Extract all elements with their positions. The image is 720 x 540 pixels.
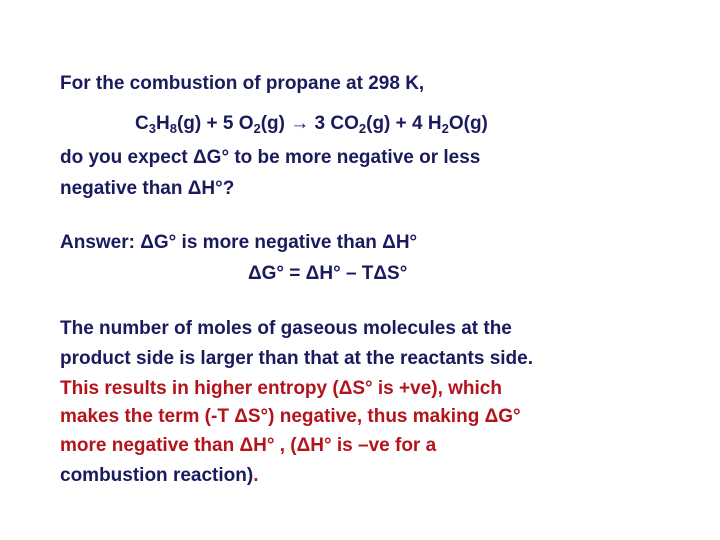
question-line-4: negative than ΔH°? xyxy=(60,178,235,199)
eq-end: O(g) xyxy=(448,113,488,134)
eq-c-subscript: 3 xyxy=(148,121,156,136)
eq-h2o-subscript: 2 xyxy=(441,121,449,136)
explanation-line-1: The number of moles of gaseous molecules at the xyxy=(60,318,512,339)
explanation-final-period: . xyxy=(253,465,259,486)
eq-co2-subscript: 2 xyxy=(358,121,367,136)
question-line-3: do you expect ΔG° to be more negative or less xyxy=(60,147,481,168)
eq-h: H xyxy=(155,113,170,134)
explanation-line-2: product side is larger than that at the reactants side. xyxy=(60,348,534,369)
reaction-arrow-icon: → xyxy=(290,113,310,134)
combustion-equation xyxy=(135,112,488,136)
explanation-line-6-text: combustion reaction) xyxy=(60,465,254,486)
explanation-line-4: makes the term (-T ΔS°) negative, thus making ΔG° xyxy=(60,406,521,427)
eq-c: C xyxy=(135,113,149,134)
eq-o2-subscript: 2 xyxy=(253,121,261,136)
eq-mid-2: (g) xyxy=(260,113,291,134)
gibbs-formula: ΔG° = ΔH° – TΔS° xyxy=(248,263,408,284)
explanation-line-5: more negative than ΔH° , (ΔH° is –ve for a xyxy=(60,435,437,456)
answer-line: Answer: ΔG° is more negative than ΔH° xyxy=(60,232,418,253)
question-line-1: For the combustion of propane at 298 K, xyxy=(60,73,425,94)
eq-mid-1: (g) + 5 O xyxy=(176,113,254,134)
explanation-line-3: This results in higher entropy (ΔS° is +ve), which xyxy=(60,378,502,399)
eq-h-subscript: 8 xyxy=(169,121,177,136)
eq-mid-3: 3 CO xyxy=(309,113,359,134)
explanation-line-6 xyxy=(60,464,258,488)
eq-mid-4: (g) + 4 H xyxy=(366,113,442,134)
